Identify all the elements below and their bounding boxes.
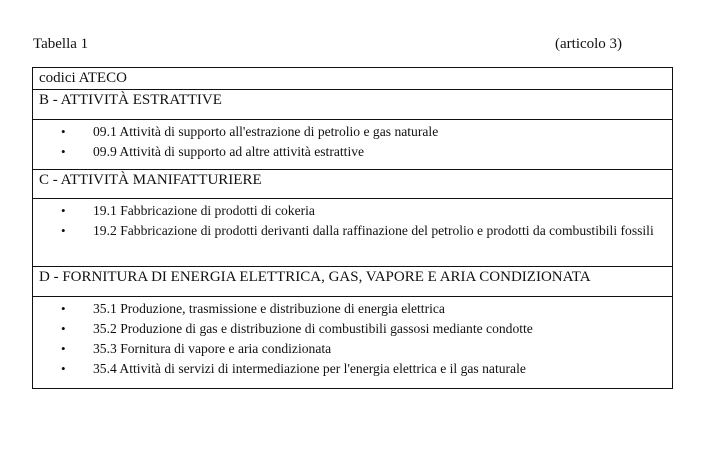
bullet-icon: • [61,321,66,336]
list-item: • 35.1 Produzione, trasmissione e distribuzione di energia elettrica [33,299,666,319]
bullet-icon: • [61,361,66,376]
list-item: • 19.2 Fabbricazione di prodotti derivanti dalla raffinazione del petrolio e prodotti da combustibili fossili [33,221,666,241]
section-items-d [33,296,672,388]
list-item: • 35.2 Produzione di gas e distribuzione di combustibili gassosi mediante condotte [33,319,666,339]
bullet-icon: • [61,144,66,159]
list-item: • 09.1 Attività di supporto all'estrazione di petrolio e gas naturale [33,122,666,142]
section-title-b: B - ATTIVITÀ ESTRATTIVE [33,89,672,119]
bullet-icon: • [61,341,66,356]
table-caption: Tabella 1 [33,36,89,52]
bullet-icon: • [61,203,66,218]
list-item: • 19.1 Fabbricazione di prodotti di cokeria [33,201,666,221]
bullet-icon: • [61,124,66,139]
section-title-c: C - ATTIVITÀ MANIFATTURIERE [33,169,672,198]
list-item: • 35.4 Attività di servizi di intermediazione per l'energia elettrica e il gas naturale [33,359,666,379]
list-item: • 09.9 Attività di supporto ad altre attività estrattive [33,142,666,162]
section-items-b [33,119,672,169]
section-title-d: D - FORNITURA DI ENERGIA ELETTRICA, GAS, VAPORE E ARIA CONDIZIONATA [33,266,672,296]
bullet-icon: • [61,223,66,238]
list-item: • 35.3 Fornitura di vapore e aria condizionata [33,339,666,359]
section-items-c [33,198,672,266]
article-reference: (articolo 3) [555,36,623,52]
bullet-icon: • [61,301,66,316]
table-header: codici ATECO [39,70,127,86]
ateco-codes-table [32,67,673,389]
